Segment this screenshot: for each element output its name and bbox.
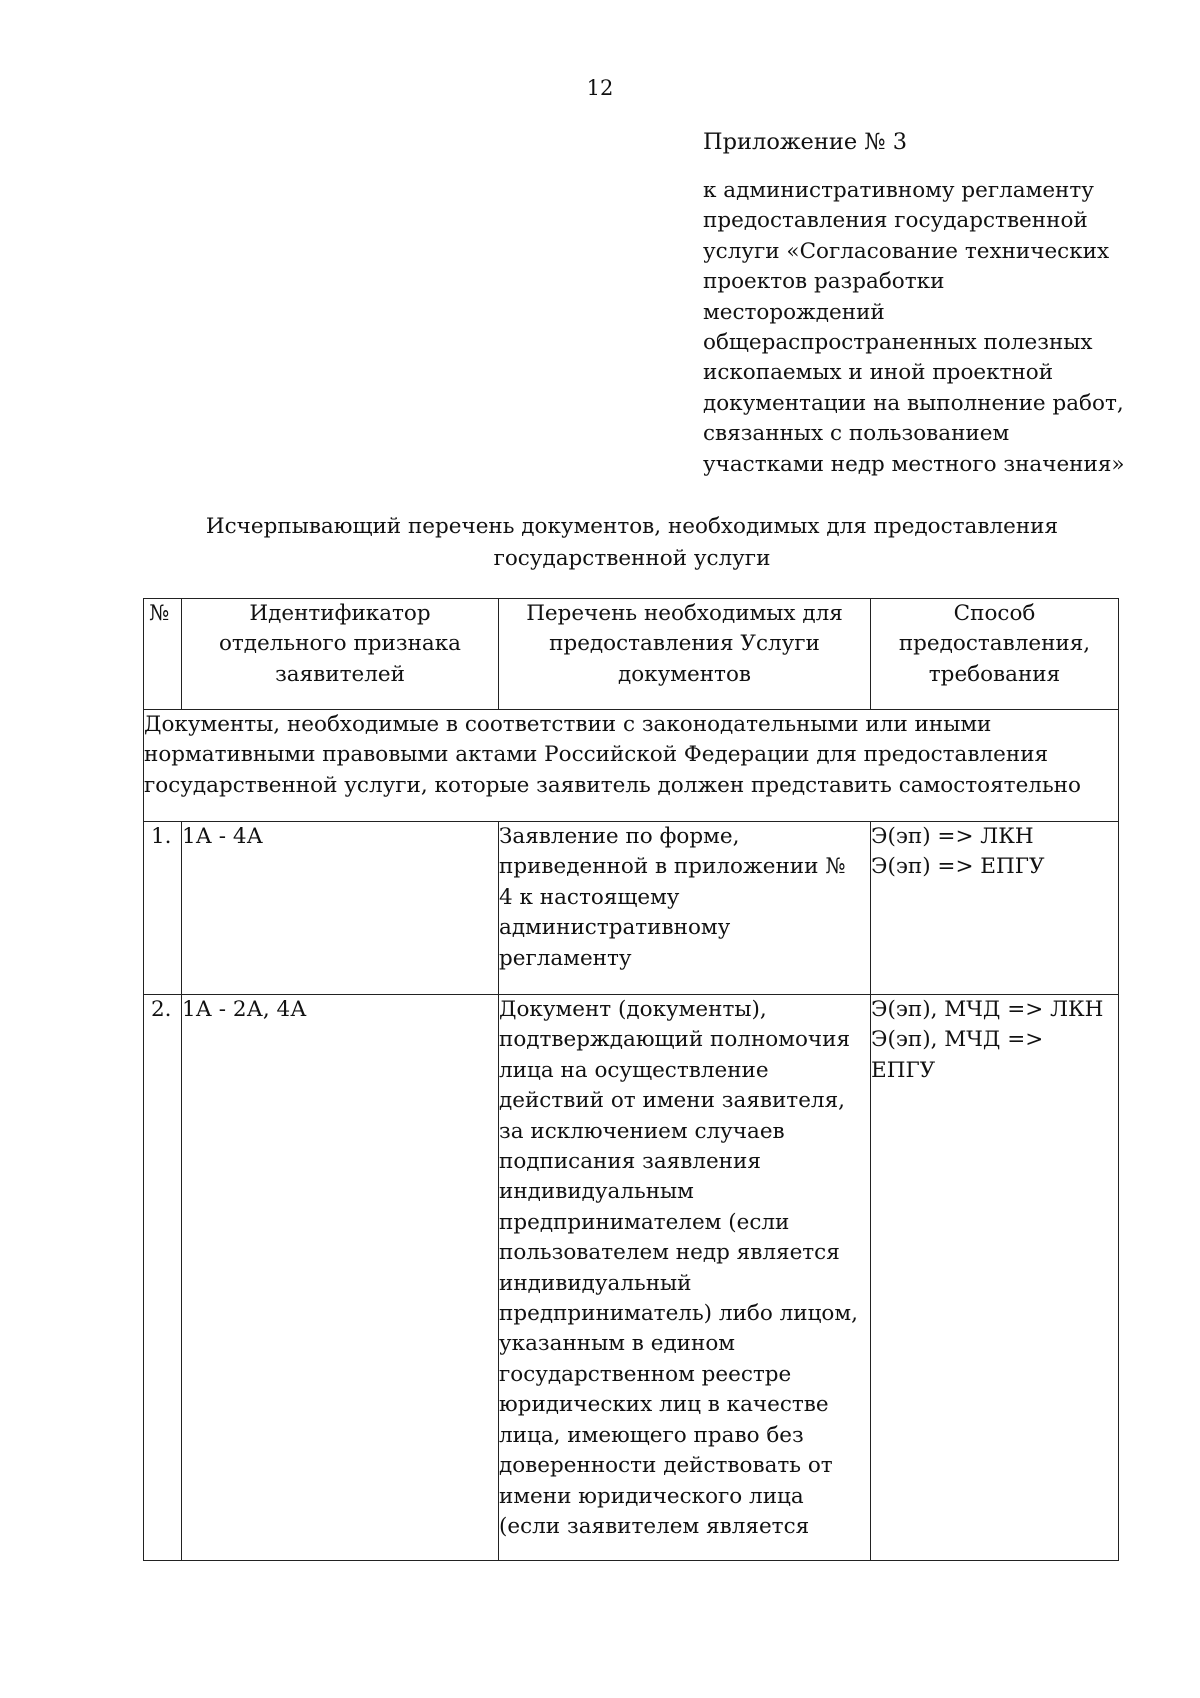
table-header-row bbox=[144, 599, 1119, 710]
documents-table bbox=[143, 598, 1119, 1561]
appendix-description-line: месторождений bbox=[703, 299, 885, 325]
row-documents-line: индивидуальный bbox=[499, 1270, 692, 1296]
row-documents-line: действий от имени заявителя, bbox=[499, 1088, 845, 1114]
header-identifier-line: Идентификатор bbox=[249, 601, 431, 626]
page-number: 12 bbox=[586, 76, 614, 100]
row-identifier: 1А - 4А bbox=[182, 822, 499, 995]
row-documents-line: имени юридического лица bbox=[499, 1483, 804, 1509]
table-row bbox=[144, 822, 1119, 995]
appendix-description-line: предоставления государственной bbox=[703, 208, 1088, 234]
row-method-line: Э(эп) => ЕПГУ bbox=[871, 854, 1045, 880]
row-documents bbox=[499, 822, 871, 995]
header-documents bbox=[499, 599, 871, 710]
row-documents-line: административному bbox=[499, 915, 731, 941]
row-documents-line: юридических лиц в качестве bbox=[499, 1392, 829, 1418]
header-documents-line: документов bbox=[618, 661, 751, 687]
header-documents-line: предоставления Услуги bbox=[549, 631, 820, 657]
row-method-line: Э(эп), МЧД => ЛКН bbox=[871, 997, 1104, 1022]
appendix-description-line: общераспространенных полезных bbox=[703, 330, 1093, 356]
row-method-line: Э(эп), МЧД => bbox=[871, 1027, 1044, 1053]
header-identifier-line: отдельного признака bbox=[218, 631, 462, 657]
row-documents-line: Заявление по форме, bbox=[499, 824, 740, 849]
section-line: нормативными правовыми актами Российской Федерации для предоставления bbox=[144, 742, 1049, 768]
row-documents-line: предпринимателем (если bbox=[499, 1209, 790, 1235]
appendix-description-line: ископаемых и иной проектной bbox=[703, 360, 1054, 386]
row-num: 2. bbox=[144, 995, 182, 1561]
appendix-description-line: к административному регламенту bbox=[703, 178, 1094, 203]
row-documents-line: предприниматель) либо лицом, bbox=[499, 1301, 858, 1327]
row-method-line: ЕПГУ bbox=[871, 1057, 936, 1083]
appendix-description-line: связанных с пользованием bbox=[703, 421, 1010, 447]
row-documents-line: подтверждающий полномочия bbox=[499, 1027, 851, 1053]
heading-line: Исчерпывающий перечень документов, необходимых для предоставления bbox=[205, 514, 1059, 539]
row-documents-line: Документ (документы), bbox=[499, 997, 767, 1022]
row-method bbox=[871, 822, 1119, 995]
appendix-title: Приложение № 3 bbox=[703, 129, 908, 155]
header-identifier bbox=[182, 599, 499, 710]
section-line: государственной услуги, которые заявитель должен представить самостоятельно bbox=[144, 772, 1081, 798]
row-documents-line: 4 к настоящему bbox=[499, 884, 680, 910]
row-documents-line: государственном реестре bbox=[499, 1361, 792, 1387]
row-documents-line: за исключением случаев bbox=[499, 1118, 785, 1144]
appendix-description bbox=[703, 176, 1143, 480]
row-documents-line: регламенту bbox=[499, 945, 632, 971]
row-num: 1. bbox=[144, 822, 182, 995]
row-documents-line: приведенной в приложении № bbox=[499, 854, 846, 880]
header-identifier-line: заявителей bbox=[275, 661, 405, 687]
table-section-row bbox=[144, 710, 1119, 822]
header-num: № bbox=[144, 599, 182, 710]
row-documents-line: подписания заявления bbox=[499, 1149, 761, 1175]
row-identifier: 1А - 2А, 4А bbox=[182, 995, 499, 1561]
row-documents-line: (если заявителем является bbox=[499, 1513, 810, 1539]
appendix-description-line: услуги «Согласование технических bbox=[703, 238, 1110, 264]
header-method-line: требования bbox=[928, 661, 1061, 687]
section-line: Документы, необходимые в соответствии с законодательными или иными bbox=[144, 712, 992, 737]
row-method-line: Э(эп) => ЛКН bbox=[871, 824, 1034, 849]
heading-line: государственной услуги bbox=[493, 546, 771, 571]
row-documents-line: доверенности действовать от bbox=[499, 1453, 833, 1479]
section-cell bbox=[144, 710, 1119, 822]
appendix-description-line: документации на выполнение работ, bbox=[703, 390, 1124, 416]
document-heading bbox=[0, 511, 1200, 575]
table-row bbox=[144, 995, 1119, 1561]
appendix-description-line: проектов разработки bbox=[703, 269, 945, 295]
header-documents-line: Перечень необходимых для bbox=[526, 601, 843, 626]
header-method-line: предоставления, bbox=[898, 631, 1091, 657]
row-documents-line: лица, имеющего право без bbox=[499, 1422, 804, 1448]
row-documents-line: пользователем недр является bbox=[499, 1240, 840, 1266]
row-documents-line: лица на осуществление bbox=[499, 1057, 769, 1083]
row-documents bbox=[499, 995, 871, 1561]
row-documents-line: индивидуальным bbox=[499, 1179, 694, 1205]
appendix-description-line: участками недр местного значения» bbox=[703, 451, 1125, 477]
row-method bbox=[871, 995, 1119, 1561]
header-method bbox=[871, 599, 1119, 710]
row-documents-line: указанным в едином bbox=[499, 1331, 736, 1357]
header-method-line: Способ bbox=[953, 601, 1036, 626]
